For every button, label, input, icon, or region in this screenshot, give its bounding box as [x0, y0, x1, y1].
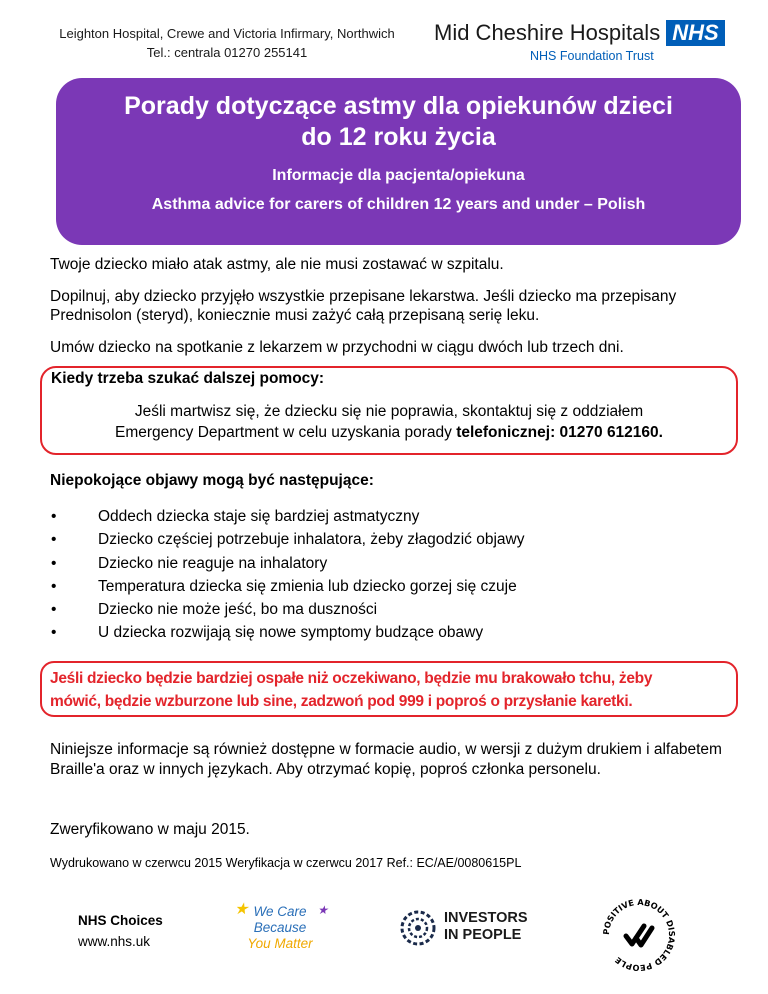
bullet-icon: • [51, 554, 57, 572]
list-item [50, 505, 524, 528]
alternative-formats-text: Niniejsze informacje są również dostępne w formacie audio, w wersji z dużym drukiem i alfabetem Braille'a oraz w innych językach. Aby otrzymać kopię, poproś członka personelu. [50, 741, 722, 778]
further-help-line-2 [42, 422, 736, 443]
trust-logo [434, 20, 734, 63]
bullet-icon: • [51, 601, 57, 619]
symptoms-heading: Niepokojące objawy mogą być następujące: [50, 472, 374, 489]
investors-in-people-logo [398, 908, 538, 948]
trust-subtitle: NHS Foundation Trust [530, 49, 654, 63]
emergency-alert-box [40, 661, 738, 717]
nhs-choices-url: www.nhs.uk [78, 934, 151, 949]
investors-text [444, 910, 528, 944]
list-item [50, 598, 524, 621]
trust-name: Mid Cheshire Hospitals [434, 20, 661, 45]
alert-line-2: mówić, będzie wzburzone lub sine, zadzwoń pod 999 i poproś o przysłanie karetki. [50, 693, 633, 710]
bullet-icon: • [51, 508, 57, 525]
further-help-heading: Kiedy trzeba szukać dalszej pomocy: [51, 370, 325, 387]
we-care-line-2: Because [253, 920, 307, 935]
intro-paragraph-1: Twoje dziecko miało atak astmy, ale nie musi zostawać w szpitalu. [50, 256, 504, 273]
bullet-icon: • [51, 531, 57, 549]
nhs-logo-icon: NHS [666, 20, 724, 46]
list-item [50, 621, 524, 644]
investors-line-1: INVESTORS [444, 910, 528, 926]
nhs-choices-block [78, 910, 163, 952]
symptom-text: Temperatura dziecka się zmienia lub dziecko gorzej się czuje [98, 577, 517, 595]
laurel-wreath-icon [398, 908, 438, 948]
star-icon: ★ [317, 903, 328, 917]
symptom-text: Dziecko nie reaguje na inhalatory [98, 554, 328, 572]
hospital-locations [32, 24, 422, 62]
further-help-text [42, 401, 736, 443]
list-item [50, 528, 524, 551]
two-ticks-icon [596, 892, 682, 978]
banner-english-title: Asthma advice for carers of children 12 years and under – Polish [151, 196, 646, 213]
intro-paragraph-3: Umów dziecko na spotkanie z lekarzem w przychodni w ciągu dwóch lub trzech dni. [50, 339, 624, 356]
we-care-line-1: We Care [253, 904, 307, 919]
positive-about-disabled-people-logo [596, 892, 682, 978]
bullet-icon: • [51, 577, 57, 595]
alert-line-1: Jeśli dziecko będzie bardziej ospałe niż oczekiwano, będzie mu brakowało tchu, żeby [50, 670, 653, 687]
we-care-line-3: You Matter [247, 936, 313, 951]
symptoms-list [50, 505, 524, 645]
emergency-phone: telefonicznej: 01270 612160. [456, 424, 663, 441]
symptom-text: U dziecka rozwijają się nowe symptomy budzące obawy [98, 624, 484, 642]
verified-date: Zweryfikowano w maju 2015. [50, 821, 250, 838]
we-care-logo [232, 898, 328, 964]
switchboard-phone: Tel.: centrala 01270 255141 [146, 45, 308, 60]
title-banner [56, 78, 741, 245]
further-help-line-2-text: Emergency Department w celu uzyskania porady [115, 424, 457, 441]
title-line-1: Porady dotyczące astmy dla opiekunów dzieci [124, 92, 673, 120]
positive-arc-text: POSITIVE ABOUT DISABLED PEOPLE [600, 896, 678, 974]
symptom-text: Oddech dziecka staje się bardziej astmatyczny [98, 508, 420, 525]
banner-subtitle: Informacje dla pacjenta/opiekuna [272, 167, 525, 184]
further-help-box [40, 366, 738, 455]
list-item [50, 575, 524, 598]
bullet-icon: • [51, 624, 57, 642]
star-icon: ★ [234, 901, 249, 918]
symptom-text: Dziecko nie może jeść, bo ma duszności [98, 601, 378, 619]
locations-text: Leighton Hospital, Crewe and Victoria Infirmary, Northwich [59, 26, 395, 41]
print-reference: Wydrukowano w czerwcu 2015 Weryfikacja w czerwcu 2017 Ref.: EC/AE/0080615PL [50, 856, 522, 870]
title-line-2: do 12 roku życia [301, 123, 496, 151]
page-title [56, 78, 741, 153]
investors-line-2: IN PEOPLE [444, 927, 522, 943]
intro-paragraph-2: Dopilnuj, aby dziecko przyjęło wszystkie przepisane lekarstwa. Jeśli dziecko ma przepisany Prednisolon (steryd), koniecznie musi zażyć całą przepisaną serię leku. [50, 288, 677, 324]
further-help-line-1: Jeśli martwisz się, że dziecku się nie poprawia, skontaktuj się z oddziałem [134, 403, 644, 420]
nhs-choices-label: NHS Choices [78, 913, 163, 928]
symptom-text: Dziecko częściej potrzebuje inhalatora, żeby złagodzić objawy [98, 531, 525, 549]
list-item [50, 552, 524, 575]
